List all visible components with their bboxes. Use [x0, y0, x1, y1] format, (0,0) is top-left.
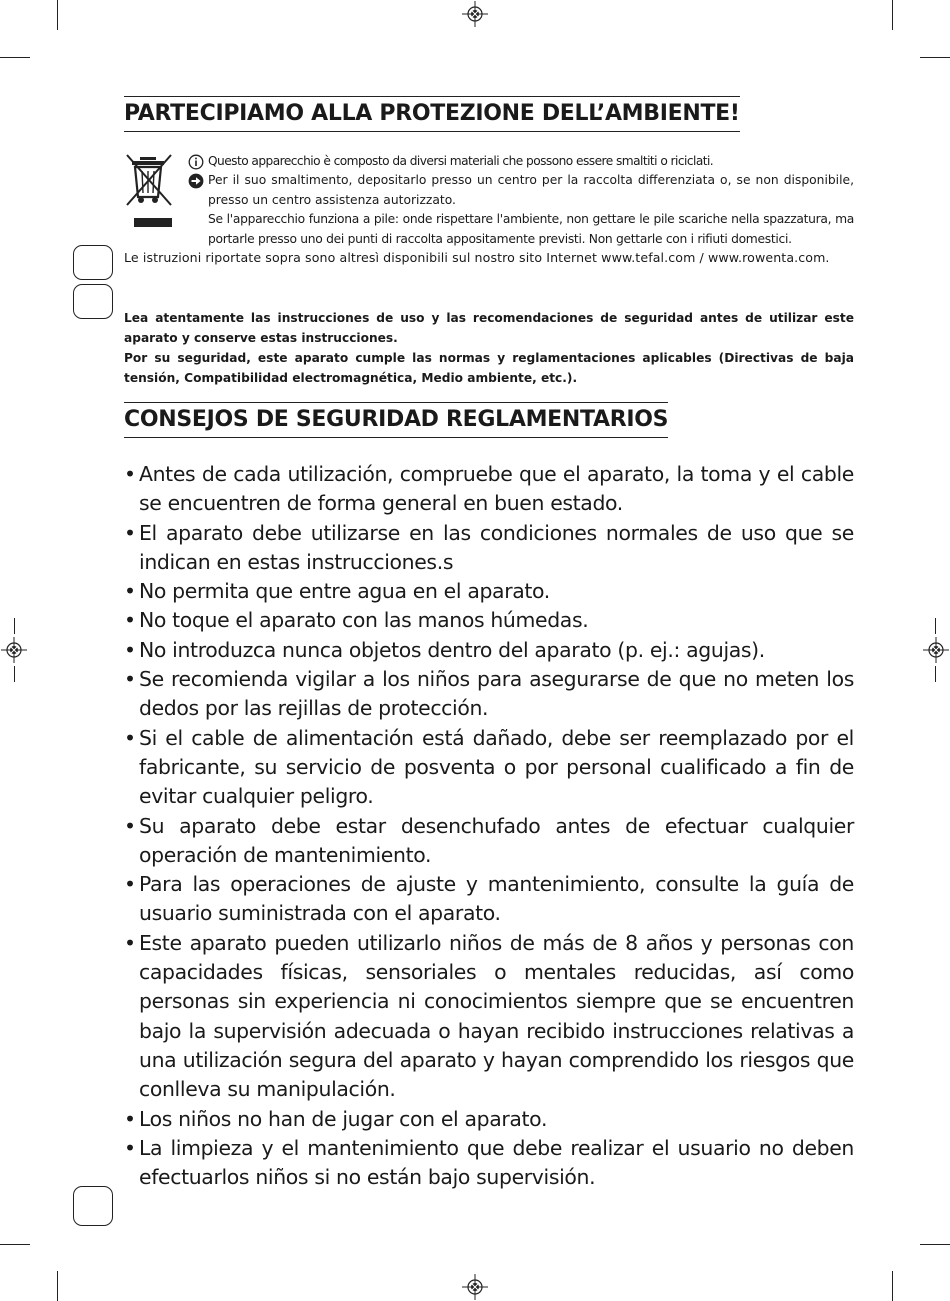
crop-mark	[57, 1271, 58, 1301]
crop-mark	[920, 57, 950, 58]
registration-mark-icon	[462, 1274, 488, 1300]
list-item: • Si el cable de alimentación está dañado, debe ser reemplazado por el fabricante, su servicio de posventa o por personal cualificado a fin de evitar cualquier peligro.	[124, 724, 854, 812]
list-item: • Su aparato debe estar desenchufado antes de efectuar cualquier operación de mantenimiento.	[124, 812, 854, 871]
language-tab	[73, 284, 113, 319]
list-item: • Antes de cada utilización, compruebe que el aparato, la toma y el cable se encuentren de forma general en buen estado.	[124, 460, 854, 519]
safety-list	[124, 460, 854, 1192]
list-item: • Se recomienda vigilar a los niños para asegurarse de que no meten los dedos por las rejillas de protección.	[124, 665, 854, 724]
list-item: • No toque el aparato con las manos húmedas.	[124, 606, 854, 635]
language-tab	[73, 245, 113, 280]
list-item: • Este aparato pueden utilizarlo niños de más de 8 años y personas con capacidades físicas, sensoriales o mentales reducidas, así como personas sin experiencia ni conocimientos siempre que se encuentren bajo la supervisión adecuada o hayan recibido instrucciones relativas a una utilización segura del aparato y hayan comprendido los riesgos que conlleva su manipulación.	[124, 929, 854, 1105]
list-item: • El aparato debe utilizarse en las condiciones normales de uso que se indican en estas instrucciones.s	[124, 519, 854, 578]
intro-paragraph	[124, 308, 854, 388]
crop-mark	[935, 666, 936, 682]
info-circle-icon	[188, 154, 204, 170]
crop-mark	[0, 1244, 30, 1245]
crop-mark	[892, 1271, 893, 1301]
registration-mark-icon	[462, 1, 488, 27]
list-item: • No introduzca nunca objetos dentro del aparato (p. ej.: agujas).	[124, 636, 854, 665]
battery-note: Se l'apparecchio funziona a pile: onde rispettare l'ambiente, non gettare le pile scariche nella spazzatura, ma portarle presso uno dei punti di raccolta appositamente previsti. Non gettarle con i rifiuti domestici.	[208, 212, 854, 246]
registration-mark-icon	[1, 637, 27, 663]
crop-mark	[14, 618, 15, 634]
heading-environment: PARTECIPIAMO ALLA PROTEZIONE DELL’AMBIENTE!	[124, 96, 740, 132]
website-note: Le istruzioni riportate sopra sono altresì disponibili sul nostro sito Internet www.tefal.com / www.rowenta.com.	[124, 250, 830, 265]
list-item: • Para las operaciones de ajuste y mantenimiento, consulte la guía de usuario suministrada con el aparato.	[124, 870, 854, 929]
crop-mark	[892, 0, 893, 30]
disposal-note: Per il suo smaltimento, depositarlo presso un centro per la raccolta differenziata o, se non disponibile, presso un centro assistenza autorizzato.	[208, 173, 854, 207]
crop-mark	[57, 0, 58, 30]
recycle-note: Questo apparecchio è composto da diversi materiali che possono essere smaltiti o riciclati.	[208, 154, 714, 168]
crop-mark	[920, 1244, 950, 1245]
registration-mark-icon	[923, 637, 949, 663]
intro-line: Lea atentamente las instrucciones de uso y las recomendaciones de seguridad antes de utilizar este aparato y conserve estas instrucciones.	[124, 311, 854, 345]
list-item: • La limpieza y el mantenimiento que debe realizar el usuario no deben efectuarlos niños si no están bajo supervisión.	[124, 1134, 854, 1193]
intro-line: Por su seguridad, este aparato cumple las normas y reglamentaciones aplicables (Directivas de baja tensión, Compatibilidad electromagnética, Medio ambiente, etc.).	[124, 351, 854, 385]
crossed-out-wheelie-bin-icon	[124, 151, 178, 231]
heading-safety: CONSEJOS DE SEGURIDAD REGLAMENTARIOS	[124, 402, 668, 438]
crop-mark	[935, 618, 936, 634]
list-item: • Los niños no han de jugar con el aparato.	[124, 1105, 854, 1134]
language-tab	[73, 1186, 113, 1226]
list-item: • No permita que entre agua en el aparato.	[124, 577, 854, 606]
arrow-right-circle-icon	[188, 173, 204, 189]
crop-mark	[0, 57, 30, 58]
crop-mark	[14, 666, 15, 682]
